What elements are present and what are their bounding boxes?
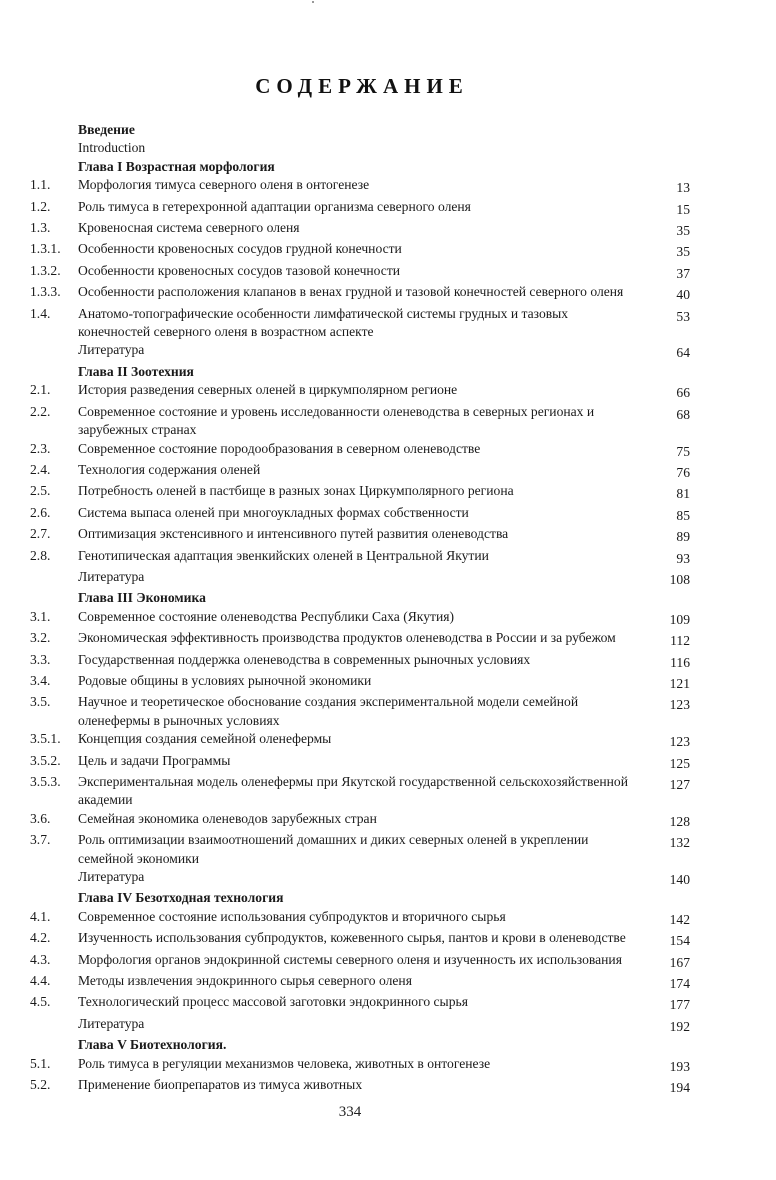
toc-entry-page: 108 (669, 571, 690, 587)
toc-entry (30, 868, 690, 889)
toc-entry-page: 109 (669, 611, 690, 627)
toc-chapter-heading (30, 363, 690, 381)
toc-entry-title: Экономическая эффективность производства продуктов оленеводства в России и за рубежом (78, 630, 616, 646)
toc-entry-number: 1.4. (30, 305, 51, 321)
toc-entry-title: Литература (78, 869, 145, 885)
toc-entry-page: 81 (676, 486, 690, 502)
toc-chapter-heading (30, 589, 690, 607)
toc-entry-page: 93 (676, 550, 690, 566)
toc-entry-page: 40 (676, 287, 690, 303)
toc-entry-title: Введение (78, 122, 135, 137)
toc-entry-page: 112 (670, 633, 690, 649)
toc-entry-title: Литература (78, 342, 145, 358)
toc-entry-number: 2.4. (30, 461, 51, 477)
toc-entry-number: 2.6. (30, 504, 51, 520)
toc-entry-title: Современное состояние и уровень исследованности оленеводства в северных регионах и зарубежных странах (78, 403, 595, 438)
toc-entry (30, 461, 690, 482)
toc-entry (30, 831, 690, 868)
toc-entry (30, 240, 690, 261)
toc-entry-page: 68 (676, 406, 690, 422)
toc-entry-title: Цель и задачи Программы (78, 752, 231, 768)
toc-entry-page: 53 (676, 308, 690, 324)
toc-entry-title: Особенности кровеносных сосудов тазовой конечности (78, 262, 401, 278)
toc-chapter-heading (30, 121, 690, 139)
toc-entry-page (650, 139, 690, 142)
toc-entry (30, 752, 690, 773)
toc-entry-number: 2.8. (30, 547, 51, 563)
toc-entry-page: 75 (676, 443, 690, 459)
toc-entry-page (650, 1036, 690, 1039)
toc-entry-number: 3.4. (30, 672, 51, 688)
toc-entry-page: 154 (669, 933, 690, 949)
toc-entry (30, 198, 690, 219)
toc-entry-number: 2.7. (30, 526, 51, 542)
toc-entry-page: 125 (669, 755, 690, 771)
toc-entry-page: 177 (669, 997, 690, 1013)
toc-entry-page (650, 363, 690, 366)
toc-entry-title: Кровеносная система северного оленя (78, 220, 300, 236)
toc-entry-title: Литература (78, 1015, 145, 1031)
toc-entry-number: 3.2. (30, 630, 51, 646)
toc-entry (30, 283, 690, 304)
toc-entry (30, 139, 690, 157)
toc-entry (30, 993, 690, 1014)
toc-entry-number: 4.5. (30, 994, 51, 1010)
toc-entry (30, 908, 690, 929)
toc-entry-page: 64 (676, 345, 690, 361)
toc-entry-title: Литература (78, 568, 145, 584)
toc-entry-title: Применение биопрепаратов из тимуса животных (78, 1077, 363, 1093)
toc-entry (30, 693, 690, 730)
toc-entry-title: Глава I Возрастная морфология (78, 158, 275, 174)
toc-entry-title: Роль тимуса в регуляции механизмов человека, животных в онтогенезе (78, 1055, 491, 1071)
toc-entry-number: 3.5.3. (30, 774, 61, 789)
toc-entry-title: Современное состояние породообразования в северном оленеводстве (78, 440, 481, 456)
toc-entry (30, 440, 690, 461)
toc-entry (30, 810, 690, 831)
toc-entry-title: Изученность использования субпродуктов, кожевенного сырья, пантов и крови в оленеводстве (78, 930, 626, 946)
toc-entry-title: Современное состояние оленеводства Республики Саха (Якутия) (78, 608, 455, 624)
toc-entry-page: 174 (669, 976, 690, 992)
toc-entry (30, 929, 690, 950)
toc-entry-title: Система выпаса оленей при многоукладных формах собственности (78, 504, 469, 520)
toc-entry-title: Концепция создания семейной оленефермы (78, 731, 332, 747)
toc-chapter-heading (30, 158, 690, 176)
toc-entry-number: 1.3. (30, 220, 51, 236)
toc-entry-number: 4.1. (30, 908, 51, 924)
toc-entry-number: 1.1. (30, 177, 51, 193)
toc-entry-title: Потребность оленей в пастбище в разных зонах Циркумполярного региона (78, 483, 514, 499)
toc-entry-title: Особенности расположения клапанов в венах грудной и тазовой конечностей северного оленя (78, 284, 624, 300)
toc-entry-page: 121 (669, 675, 690, 691)
toc-entry-page (650, 158, 690, 161)
toc-entry-title: Глава II Зоотехния (78, 363, 194, 379)
toc-entry-page: 35 (676, 223, 690, 239)
toc-entry-number: 5.1. (30, 1055, 51, 1071)
toc-entry-title: Глава V Биотехнология. (78, 1037, 227, 1053)
toc-entry-title: Глава IV Безотходная технология (78, 890, 284, 906)
toc-entry (30, 176, 690, 197)
toc-entry-page: 37 (676, 265, 690, 281)
toc-entry (30, 1055, 690, 1076)
toc-entry (30, 219, 690, 240)
toc-entry-number: 2.1. (30, 382, 51, 398)
toc-entry-title: Технологический процесс массовой заготовки эндокринного сырья (78, 994, 468, 1010)
toc-entry (30, 972, 690, 993)
toc-entry-title: История разведения северных оленей в циркумполярном регионе (78, 382, 458, 398)
toc-entry (30, 730, 690, 751)
toc-entry-number: 2.5. (30, 483, 51, 499)
toc-entry (30, 1015, 690, 1036)
toc-entry (30, 568, 690, 589)
toc-entry (30, 773, 690, 810)
toc-entry (30, 525, 690, 546)
toc-entry-number: 4.2. (30, 930, 51, 946)
toc-entry-page: 89 (676, 529, 690, 545)
toc-entry-page (650, 121, 690, 124)
toc-entry-title: Технология содержания оленей (78, 461, 261, 477)
toc-entry-page: 128 (669, 813, 690, 829)
toc-entry-page: 132 (669, 835, 690, 851)
toc-entry-page: 194 (669, 1080, 690, 1096)
toc-entry-title: Морфология тимуса северного оленя в онтогенезе (78, 177, 370, 193)
toc-entry-number: 1.3.3. (30, 284, 61, 300)
toc-entry (30, 951, 690, 972)
toc-entry-number: 4.4. (30, 973, 51, 989)
toc-entry-page: 85 (676, 507, 690, 523)
toc-entry-page: 123 (669, 734, 690, 750)
toc-entry (30, 547, 690, 568)
page-title: СОДЕРЖАНИЕ (255, 74, 469, 98)
toc-entry (30, 651, 690, 672)
toc-entry (30, 381, 690, 402)
toc-entry-page: 127 (669, 777, 690, 792)
toc-entry-title: Роль тимуса в гетерехронной адаптации организма северного оленя (78, 198, 471, 214)
toc-entry-title: Родовые общины в условиях рыночной экономики (78, 672, 372, 688)
toc-entry-number: 2.3. (30, 440, 51, 456)
toc-entry-title: Государственная поддержка оленеводства в современных рыночных условиях (78, 651, 531, 667)
toc-entry-number: 2.2. (30, 403, 51, 419)
toc-entry-number: 1.3.2. (30, 262, 61, 278)
toc-entry-page: 13 (676, 180, 690, 196)
toc-entry-number: 3.5.1. (30, 731, 61, 747)
toc-entry-title: Роль оптимизации взаимоотношений домашних и диких северных оленей в укреплении семейной экономики (78, 832, 589, 866)
toc-entry-page: 116 (670, 654, 690, 670)
toc-entry (30, 1076, 690, 1097)
toc-entry-page (650, 589, 690, 592)
toc-entry-title: Особенности кровеносных сосудов грудной конечности (78, 241, 402, 257)
toc-entry-title: Анатомо-топографические особенности лимфатической системы грудных и тазовых конечностей северного оленя в возрастном аспекте (78, 305, 569, 340)
toc-entry (30, 305, 690, 342)
toc-chapter-heading (30, 1036, 690, 1054)
toc-entry-page: 192 (669, 1018, 690, 1034)
toc-entry (30, 403, 690, 440)
toc-entry-title: Генотипическая адаптация эвенкийских оленей в Центральной Якутии (78, 547, 489, 563)
toc-entry-page: 76 (676, 464, 690, 480)
scan-speck (312, 1, 314, 3)
toc-entry (30, 262, 690, 283)
toc-entry-page: 142 (669, 911, 690, 927)
toc-entry-page: 15 (676, 201, 690, 217)
toc-entry-number: 4.3. (30, 951, 51, 967)
toc-entry-title: Оптимизация экстенсивного и интенсивного путей развития оленеводства (78, 526, 509, 542)
toc-entry-page: 123 (669, 697, 690, 713)
toc-entry-title: Методы извлечения эндокринного сырья северного оленя (78, 973, 412, 989)
toc-entry (30, 629, 690, 650)
toc-entry-number: 3.5.2. (30, 752, 61, 768)
toc-entry (30, 608, 690, 629)
toc-entry-page: 193 (669, 1058, 690, 1074)
toc-entry-page: 66 (676, 385, 690, 401)
toc-entry-title: Научное и теоретическое обоснование создания экспериментальной модели семейной оленефермы в рыночных условиях (78, 694, 579, 728)
toc-entry (30, 672, 690, 693)
toc-entry-number: 3.7. (30, 832, 51, 848)
toc-entry-number: 1.3.1. (30, 241, 61, 257)
toc-entry-number: 3.3. (30, 651, 51, 667)
toc-entry-title: Глава III Экономика (78, 590, 206, 606)
toc-entry-title: Экспериментальная модель оленефермы при Якутской государственной сельскохозяйственной академии (78, 774, 628, 808)
toc-entry-number: 3.6. (30, 810, 51, 826)
toc-entry-title: Introduction (78, 140, 146, 156)
toc-entry-number: 3.5. (30, 694, 51, 710)
toc-entry-title: Современное состояние использования субпродуктов и вторичного сырья (78, 908, 506, 924)
toc-entry-page: 167 (669, 954, 690, 970)
toc-entry (30, 482, 690, 503)
toc-chapter-heading (30, 889, 690, 907)
toc-entry-title: Морфология органов эндокринной системы северного оленя и изученность их использования (78, 951, 622, 967)
toc-entry (30, 341, 690, 362)
toc-entry-page: 35 (676, 244, 690, 260)
toc-entry-number: 1.2. (30, 198, 51, 214)
table-of-contents (30, 121, 690, 1098)
page-number: 334 (338, 1104, 362, 1120)
toc-entry (30, 504, 690, 525)
toc-entry-title: Семейная экономика оленеводов зарубежных стран (78, 810, 377, 826)
toc-entry-page: 140 (669, 872, 690, 888)
toc-entry-page (650, 889, 690, 892)
toc-entry-number: 5.2. (30, 1077, 51, 1093)
toc-entry-number: 3.1. (30, 608, 51, 624)
